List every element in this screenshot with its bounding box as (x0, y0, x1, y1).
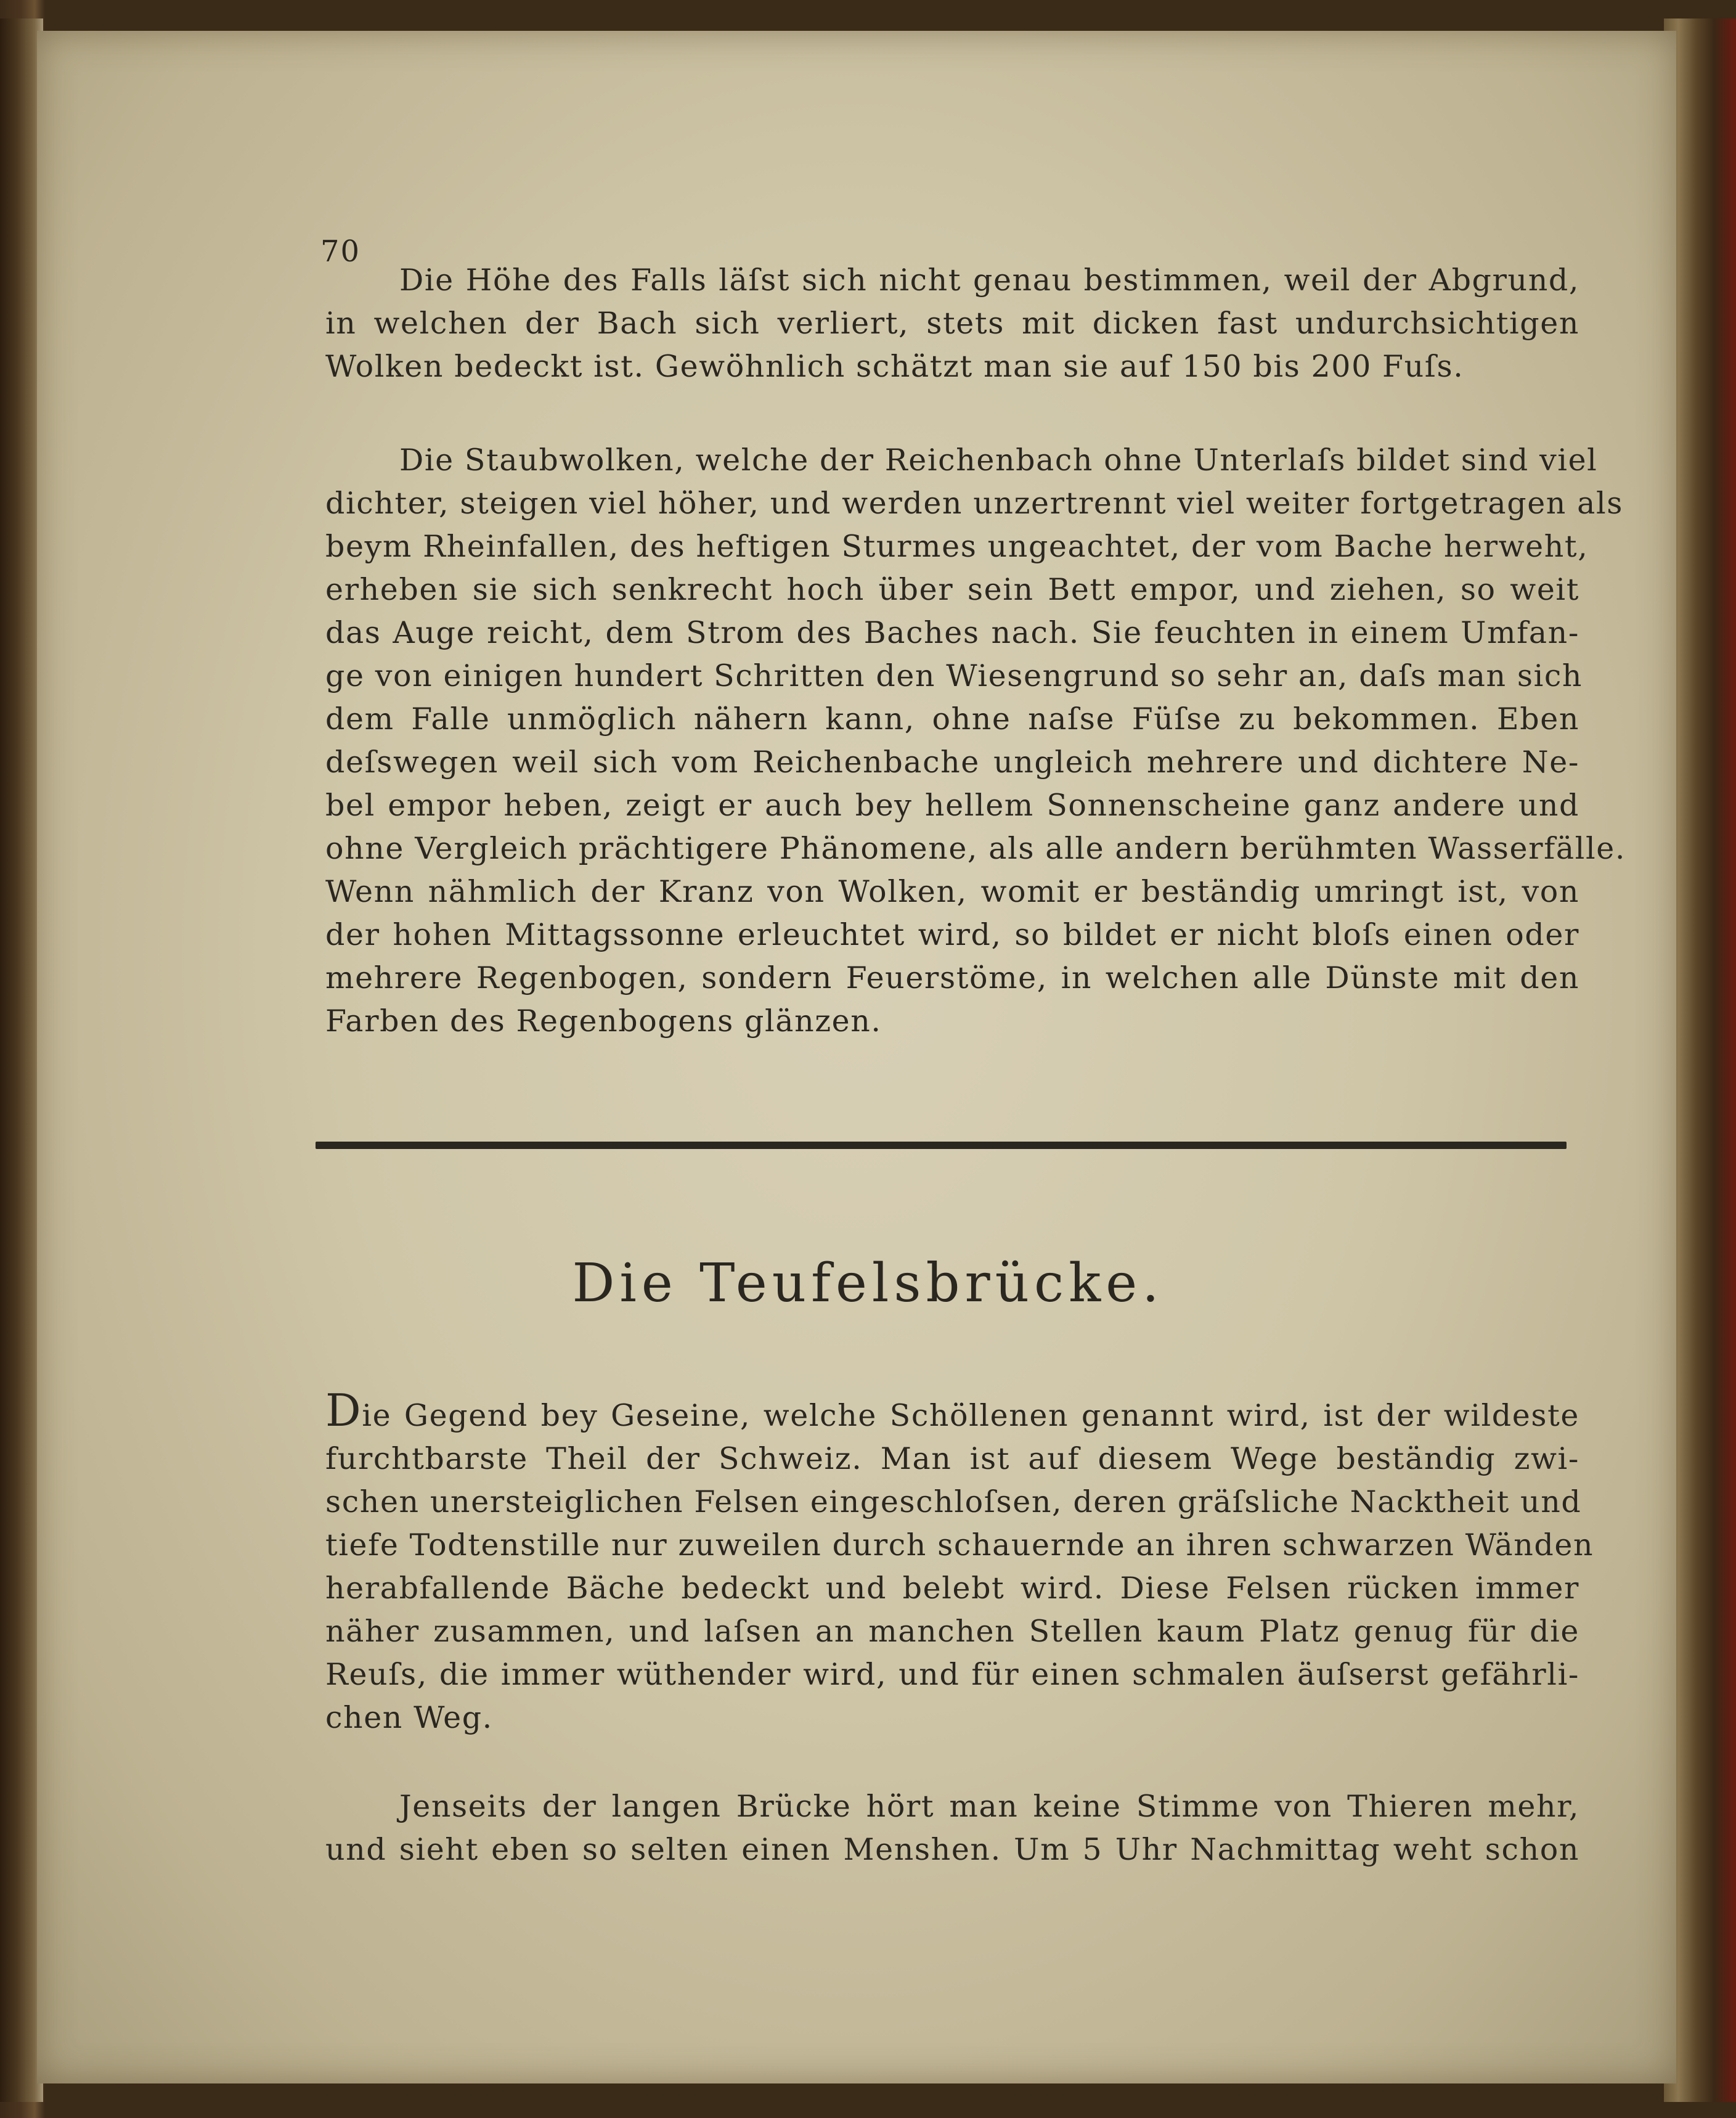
text-line: das Auge reicht, dem Strom des Baches nach. Sie feuchten in einem Umfan- (325, 615, 1579, 650)
text-line: ohne Vergleich prächtigere Phänomene, als alle andern berühmten Wasserfälle. (325, 831, 1626, 866)
text-line: ge von einigen hundert Schritten den Wiesengrund so sehr an, daſs man sich (325, 658, 1583, 693)
text-line: deſswegen weil sich vom Reichenbache ungleich mehrere und dichtere Ne- (325, 745, 1579, 780)
text-line: in welchen der Bach sich verliert, stets mit dicken fast undurchsichtigen (325, 306, 1579, 341)
drop-cap: D (325, 1384, 362, 1436)
text-line: dichter, steigen viel höher, und werden unzertrennt viel weiter fortgetragen als (325, 486, 1623, 521)
text-line: Jenseits der langen Brücke hört man keine Stimme von Thieren mehr, (399, 1789, 1579, 1824)
text-line: und sieht eben so selten einen Menshen. Um 5 Uhr Nachmittag weht schon (325, 1832, 1579, 1867)
paragraph-bridge (325, 1785, 1579, 1871)
text-line: tiefe Todtenstille nur zuweilen durch schauernde an ihren schwarzen Wänden (325, 1527, 1594, 1563)
text-line: beym Rheinfallen, des heftigen Sturmes ungeachtet, der vom Bache herweht, (325, 529, 1589, 564)
paragraph-waterfall-height (325, 259, 1579, 388)
text-line: Die Höhe des Falls läſst sich nicht genau bestimmen, weil der Abgrund, (399, 263, 1579, 298)
text-line: chen Weg. (325, 1700, 493, 1735)
text-line: Die Staubwolken, welche der Reichenbach ohne Unterlaſs bildet sind viel (399, 443, 1598, 478)
text-line: bel empor heben, zeigt er auch bey hellem Sonnenscheine ganz andere und (325, 788, 1579, 823)
paragraph-dust-clouds (325, 439, 1626, 1043)
text-line-rest: ie Gegend bey Geseine, welche Schöllenen genannt wird, ist der wildeste (362, 1398, 1579, 1433)
paragraph-schoellenen (325, 1384, 1594, 1740)
text-line: mehrere Regenbogen, sondern Feuerstöme, in welchen alle Dünste mit den (325, 960, 1579, 996)
section-divider-rule (316, 1142, 1567, 1149)
text-line: Farben des Regenbogens glänzen. (325, 1004, 882, 1039)
text-line: Reuſs, die immer wüthender wird, und für einen schmalen äuſserst gefährli- (325, 1657, 1579, 1692)
text-line: furchtbarste Theil der Schweiz. Man ist auf diesem Wege beständig zwi- (325, 1441, 1579, 1476)
page-number: 70 (320, 234, 361, 269)
text-line: dem Falle unmöglich nähern kann, ohne naſse Füſse zu bekommen. Eben (325, 701, 1579, 737)
text-line: näher zusammen, und laſsen an manchen Stellen kaum Platz genug für die (325, 1614, 1579, 1649)
text-line: Wolken bedeckt ist. Gewöhnlich schätzt man sie auf 150 bis 200 Fuſs. (325, 349, 1464, 384)
text-line: Wenn nähmlich der Kranz von Wolken, womit er beständig umringt ist, von (325, 874, 1579, 909)
text-line: schen unersteiglichen Felsen eingeschloſsen, deren gräſsliche Nacktheit und (325, 1484, 1582, 1519)
text-line (325, 1384, 1579, 1437)
section-heading: Die Teufelsbrücke. (572, 1253, 1164, 1314)
text-line: erheben sie sich senkrecht hoch über sein Bett empor, und ziehen, so weit (325, 572, 1579, 607)
text-line: herabfallende Bäche bedeckt und belebt wird. Diese Felsen rücken immer (325, 1571, 1579, 1606)
text-line: der hohen Mittagssonne erleuchtet wird, so bildet er nicht bloſs einen oder (325, 917, 1579, 952)
